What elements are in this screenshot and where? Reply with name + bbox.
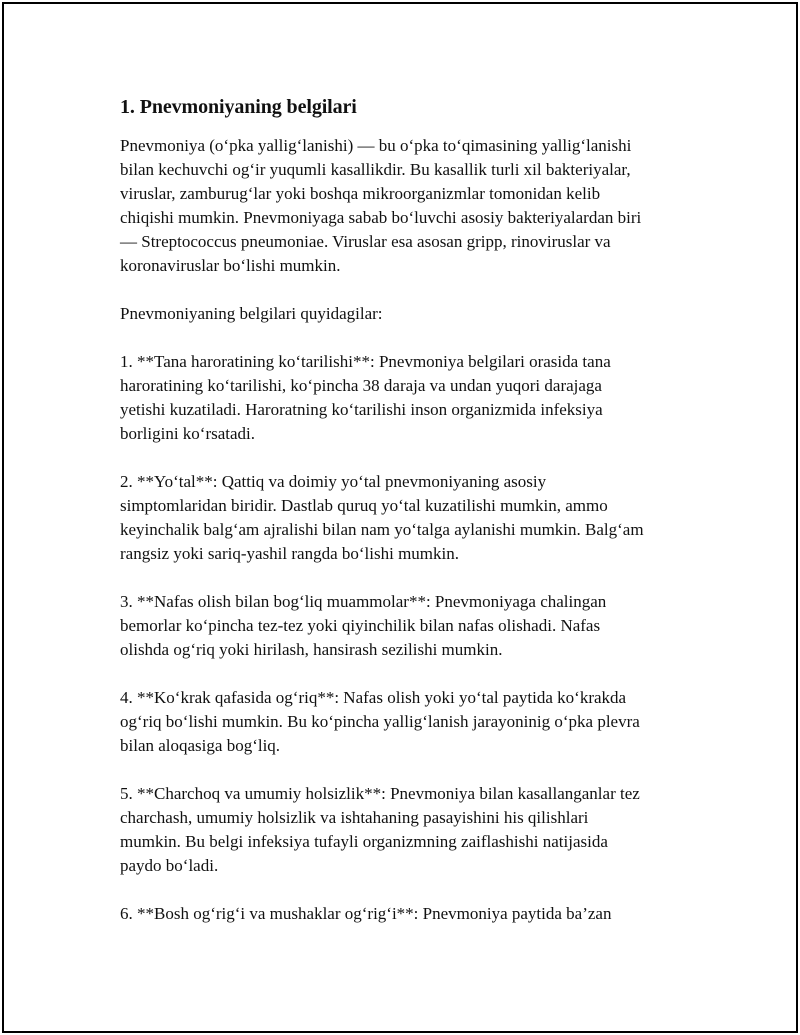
document-body (120, 92, 690, 950)
section-heading: 1. Pnevmoniyaning belgilari (120, 96, 357, 118)
document-page (2, 2, 798, 1033)
symptom-cough: 2. **Yo‘tal**: Qattiq va doimiy yo‘tal pnevmoniyaning asosiy simptomlaridan biridir. Dastlab quruq yo‘tal kuzatilishi mumkin, ammo keyinchalik balg‘am ajralishi bilan nam yo‘talga aylanishi mumkin. Balg‘am rangsiz yoki sariq-yashil rangda bo‘lishi mumkin. (120, 472, 644, 563)
symptom-headache: 6. **Bosh og‘rig‘i va mushaklar og‘rig‘i**: Pnevmoniya paytida ba’zan (120, 904, 612, 923)
symptoms-intro: Pnevmoniyaning belgilari quyidagilar: (120, 304, 383, 323)
intro-paragraph: Pnevmoniya (o‘pka yallig‘lanishi) — bu o‘pka to‘qimasining yallig‘lanishi bilan kechuvchi og‘ir yuqumli kasallikdir. Bu kasallik turli xil bakteriyalar, viruslar, zamburug‘lar yoki boshqa mikroorganizmlar tomonidan kelib chiqishi mumkin. Pnevmoniyaga sabab bo‘luvchi asosiy bakteriyalardan biri — Streptococcus pneumoniae. Viruslar esa asosan gripp, rinoviruslar va koronaviruslar bo‘lishi mumkin. (120, 136, 642, 275)
symptom-chest-pain: 4. **Ko‘krak qafasida og‘riq**: Nafas olish yoki yo‘tal paytida ko‘krakda og‘riq bo‘lishi mumkin. Bu ko‘pincha yallig‘lanish jarayoninig o‘pka plevra bilan aloqasiga bog‘liq. (120, 688, 640, 755)
symptom-breathing: 3. **Nafas olish bilan bog‘liq muammolar**: Pnevmoniyaga chalingan bemorlar ko‘pincha tez-tez yoki qiyinchilik bilan nafas olishadi. Nafas olishda og‘riq yoki hirilash, hansirash sezilishi mumkin. (120, 592, 607, 659)
symptom-fever: 1. **Tana haroratining ko‘tarilishi**: Pnevmoniya belgilari orasida tana haroratining ko‘tarilishi, ko‘pincha 38 daraja va undan yuqori darajaga yetishi kuzatiladi. Haroratning ko‘tarilishi inson organizmida infeksiya borligini ko‘rsatadi. (120, 352, 611, 443)
symptom-fatigue: 5. **Charchoq va umumiy holsizlik**: Pnevmoniya bilan kasallanganlar tez charchash, umumiy holsizlik va ishtahaning pasayishini his qilishlari mumkin. Bu belgi infeksiya tufayli organizmning zaiflashishi natijasida paydo bo‘ladi. (120, 784, 640, 875)
